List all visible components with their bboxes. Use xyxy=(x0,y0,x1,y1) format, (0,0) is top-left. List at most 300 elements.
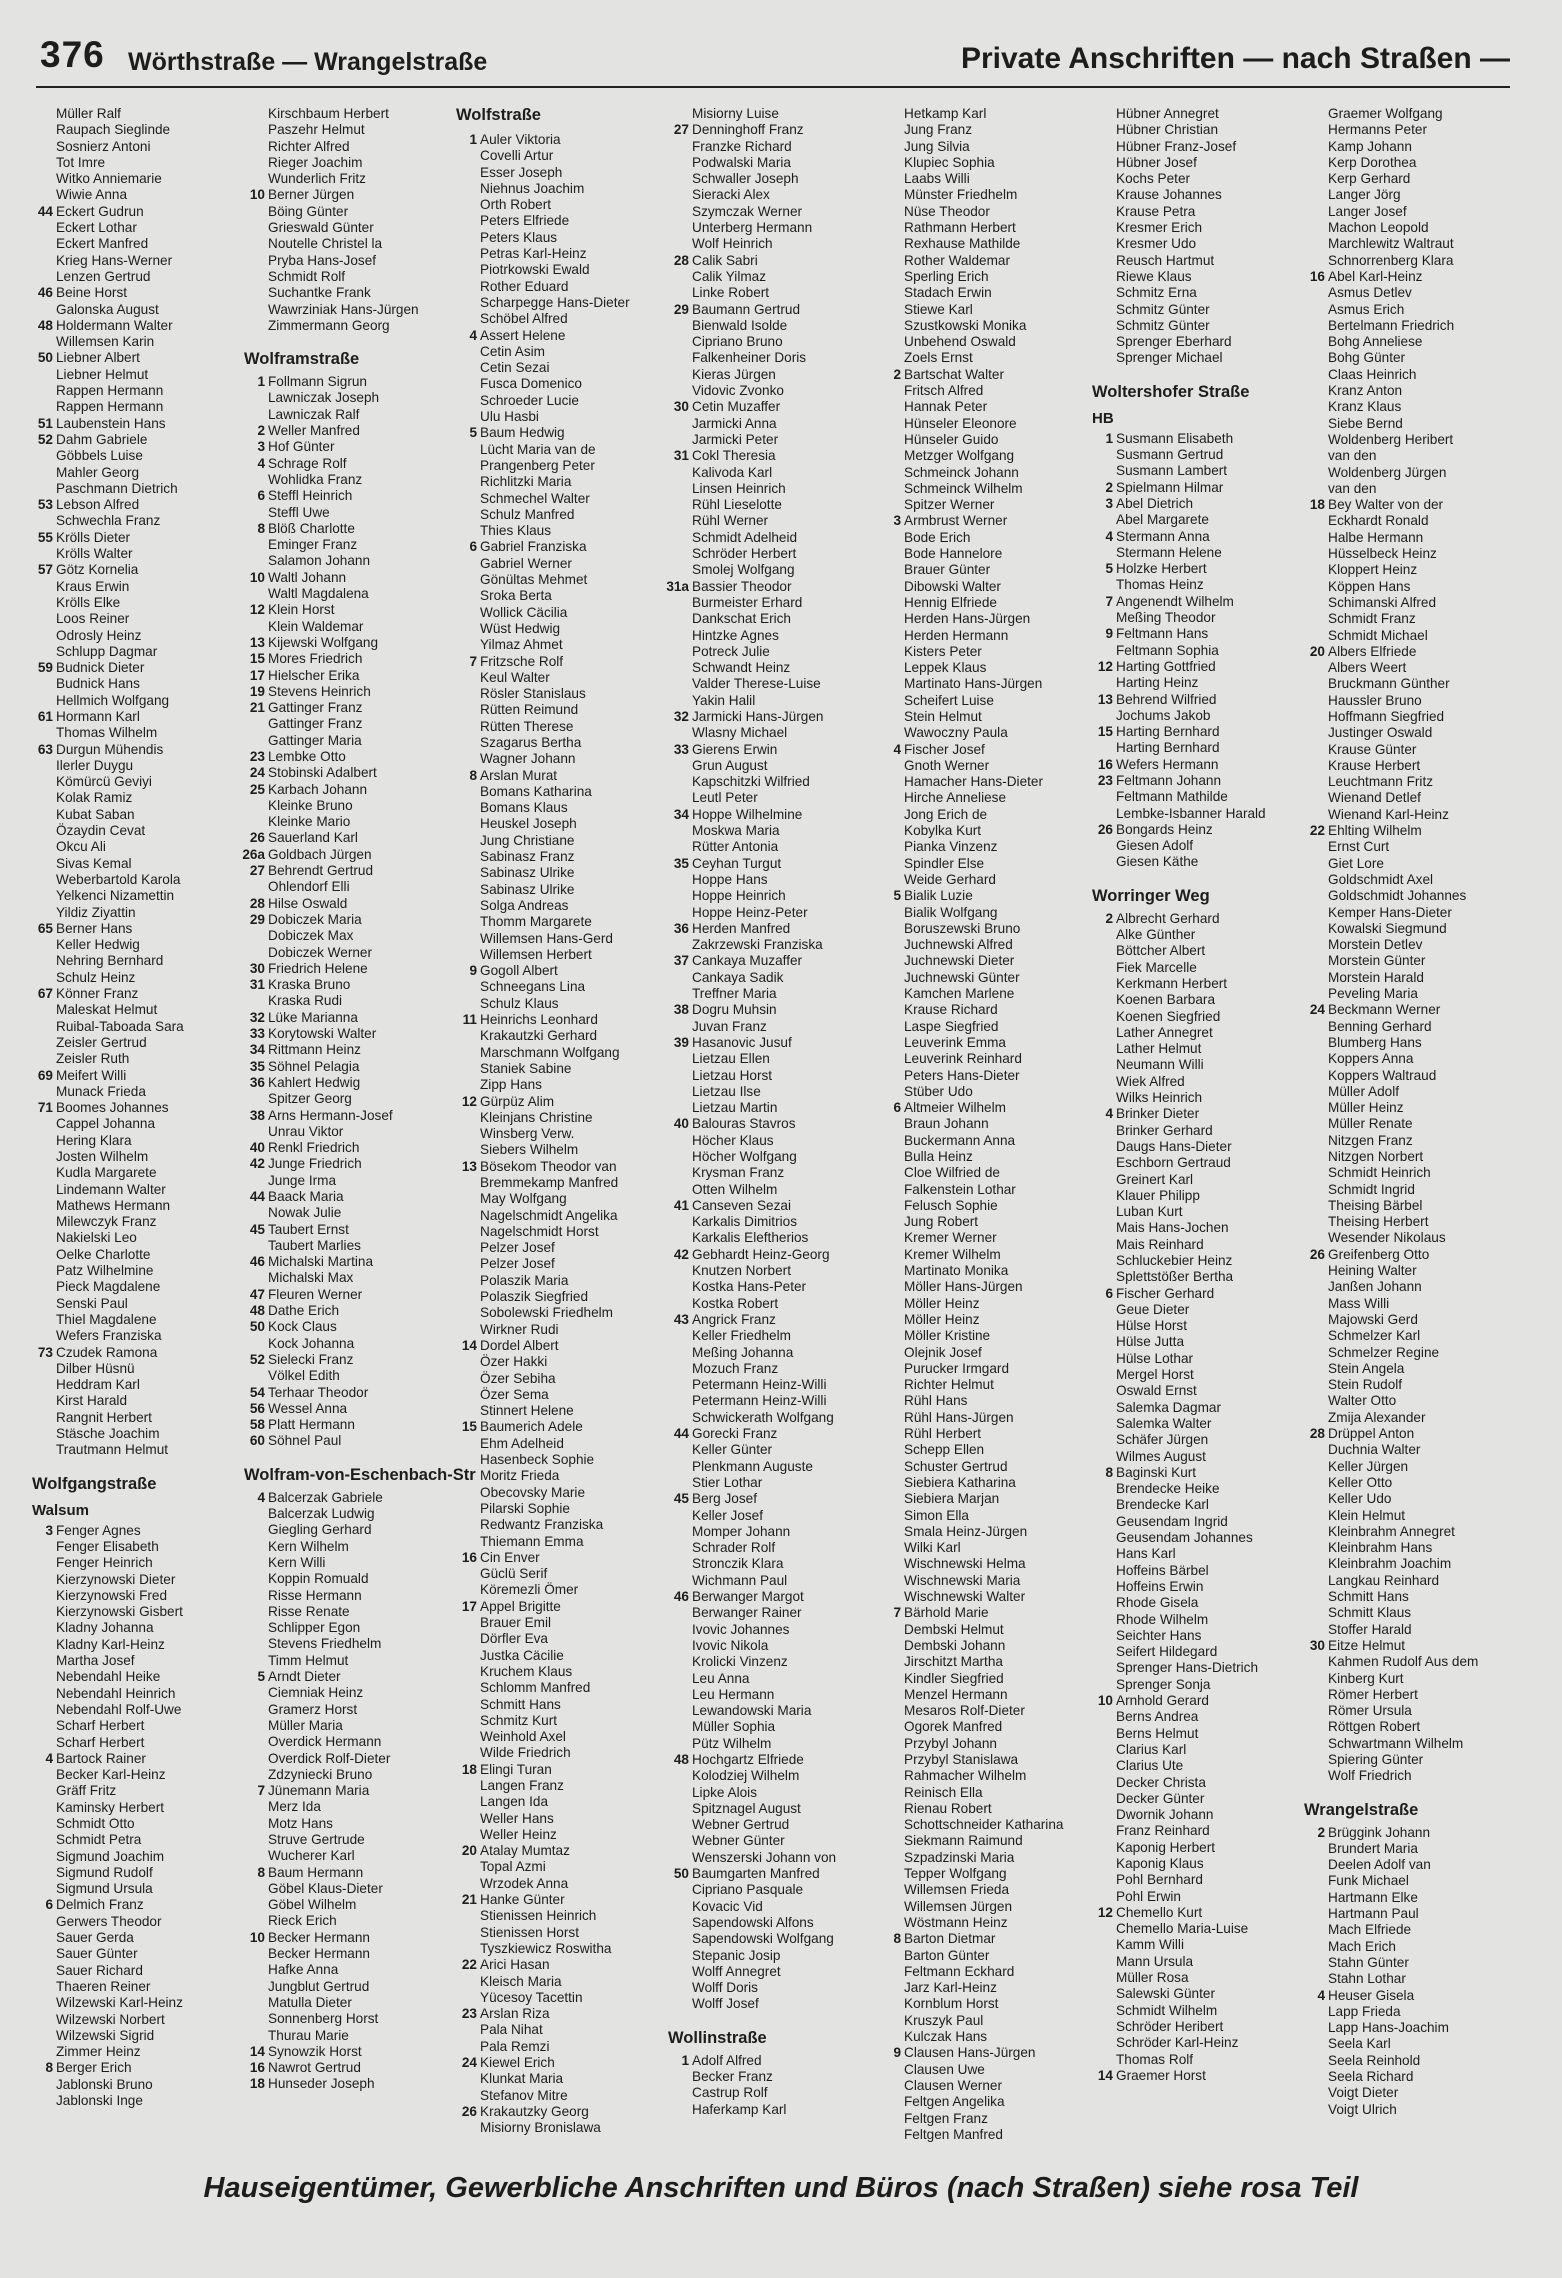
resident-entry xyxy=(26,2093,238,2109)
resident-name: Meifert Willi xyxy=(56,1067,127,1083)
resident-name: Pohl Erwin xyxy=(1116,1888,1181,1904)
resident-entry xyxy=(662,1768,874,1784)
resident-name: Suchantke Frank xyxy=(268,285,371,301)
resident-name: Becker Hermann xyxy=(268,1929,370,1945)
resident-entry xyxy=(1298,1475,1510,1491)
resident-entry xyxy=(450,1012,662,1028)
resident-entry xyxy=(26,1328,238,1344)
resident-name: Gattinger Maria xyxy=(268,732,362,748)
resident-entry xyxy=(1298,236,1510,252)
resident-entry xyxy=(874,1133,1086,1149)
house-number: 23 xyxy=(461,2006,477,2022)
resident-name: Kinberg Kurt xyxy=(1328,1670,1404,1686)
resident-entry xyxy=(1298,383,1510,399)
resident-name: Mach Erich xyxy=(1328,1938,1396,1954)
house-number: 12 xyxy=(1097,658,1113,674)
resident-name: Schmelzer Regine xyxy=(1328,1344,1440,1360)
house-number: 43 xyxy=(673,1311,689,1327)
resident-entry xyxy=(1086,139,1298,155)
resident-name: Gabriel Werner xyxy=(480,555,572,571)
resident-entry xyxy=(26,1849,238,1865)
resident-name: Cankaya Muzaffer xyxy=(692,953,803,969)
house-number: 14 xyxy=(1097,2067,1113,2083)
resident-entry xyxy=(662,1736,874,1752)
resident-name: Karbach Johann xyxy=(268,781,368,797)
resident-entry xyxy=(1298,693,1510,709)
resident-name: Müller Adolf xyxy=(1328,1083,1400,1099)
house-number: 33 xyxy=(249,1026,265,1042)
resident-entry xyxy=(1086,496,1298,512)
resident-name: Leppek Klaus xyxy=(904,660,987,676)
resident-name: Ivovic Johannes xyxy=(692,1621,790,1637)
house-number: 50 xyxy=(249,1319,265,1335)
resident-name: Moskwa Maria xyxy=(692,823,780,839)
resident-entry xyxy=(1086,1889,1298,1905)
resident-entry xyxy=(238,1718,450,1734)
resident-name: Susmann Gertrud xyxy=(1116,447,1224,463)
resident-name: Bartschat Walter xyxy=(904,366,1004,382)
resident-name: Bialik Luzie xyxy=(904,888,973,904)
resident-entry xyxy=(1298,2020,1510,2036)
resident-entry xyxy=(26,595,238,611)
resident-entry xyxy=(662,497,874,513)
resident-name: Wawoczny Paula xyxy=(904,725,1008,741)
resident-name: Albers Elfriede xyxy=(1328,643,1417,659)
resident-name: Krolicki Vinzenz xyxy=(692,1654,788,1670)
house-number: 36 xyxy=(673,920,689,936)
resident-name: Keul Walter xyxy=(480,669,550,685)
resident-name: Lawniczak Ralf xyxy=(268,406,360,422)
resident-name: Ogorek Manfred xyxy=(904,1719,1003,1735)
resident-name: Willemsen Frieda xyxy=(904,1882,1009,1898)
resident-entry xyxy=(450,1191,662,1207)
resident-name: Münster Friedhelm xyxy=(904,187,1018,203)
resident-name: Weller Heinz xyxy=(480,1826,557,1842)
resident-name: Römer Herbert xyxy=(1328,1686,1418,1702)
resident-name: Wessel Anna xyxy=(268,1400,348,1416)
resident-entry xyxy=(1086,1514,1298,1530)
resident-entry xyxy=(450,865,662,881)
resident-name: Sobolewski Friedhelm xyxy=(480,1305,613,1321)
resident-entry xyxy=(662,171,874,187)
resident-entry xyxy=(874,1915,1086,1931)
resident-entry xyxy=(450,1224,662,1240)
resident-entry xyxy=(450,344,662,360)
resident-entry xyxy=(26,1019,238,1035)
house-number: 38 xyxy=(249,1107,265,1123)
resident-name: Kochs Peter xyxy=(1116,171,1191,187)
resident-entry xyxy=(1298,839,1510,855)
resident-entry xyxy=(874,2111,1086,2127)
resident-entry xyxy=(874,611,1086,627)
resident-entry xyxy=(1086,1758,1298,1774)
house-number: 9 xyxy=(893,2045,901,2061)
resident-name: Wolf Friedrich xyxy=(1328,1768,1412,1784)
resident-name: Dörfler Eva xyxy=(480,1631,548,1647)
resident-entry xyxy=(1086,1595,1298,1611)
resident-entry xyxy=(1086,1579,1298,1595)
resident-entry xyxy=(1298,1841,1510,1857)
resident-name: Duchnia Walter xyxy=(1328,1442,1421,1458)
resident-entry xyxy=(662,579,874,595)
house-number: 10 xyxy=(1097,1693,1113,1709)
house-number: 18 xyxy=(249,2076,265,2092)
resident-entry xyxy=(238,977,450,993)
resident-name: Polaszik Siegfried xyxy=(480,1289,589,1305)
house-number: 8 xyxy=(893,1931,901,1947)
resident-entry xyxy=(662,1068,874,1084)
resident-name: Oelke Charlotte xyxy=(56,1246,151,1262)
resident-name: Risse Renate xyxy=(268,1603,350,1619)
resident-entry xyxy=(238,1368,450,1384)
resident-entry xyxy=(238,993,450,1009)
resident-entry xyxy=(238,749,450,765)
house-number: 4 xyxy=(893,741,901,757)
resident-entry xyxy=(1298,676,1510,692)
resident-entry xyxy=(874,350,1086,366)
resident-entry xyxy=(450,1957,662,1973)
resident-name: Lebson Alfred xyxy=(56,497,140,513)
resident-name: Rieck Erich xyxy=(268,1913,337,1929)
resident-name: Beine Horst xyxy=(56,285,128,301)
resident-name: Treffner Maria xyxy=(692,986,777,1002)
resident-name: Arslan Murat xyxy=(480,767,558,783)
house-number: 61 xyxy=(37,708,53,724)
resident-entry xyxy=(662,660,874,676)
resident-entry xyxy=(450,1289,662,1305)
resident-name: Kirschbaum Herbert xyxy=(268,106,389,121)
resident-name: Rappen Hermann xyxy=(56,399,164,415)
resident-name: Schmeinck Johann xyxy=(904,464,1019,480)
resident-entry xyxy=(662,2053,874,2069)
resident-entry xyxy=(450,2022,662,2038)
resident-name: Lapp Hans-Joachim xyxy=(1328,2020,1449,2036)
resident-name: Riewe Klaus xyxy=(1116,268,1192,284)
resident-entry xyxy=(874,530,1086,546)
resident-entry xyxy=(662,888,874,904)
resident-entry xyxy=(238,1653,450,1669)
house-number: 4 xyxy=(45,1750,53,1766)
house-number: 3 xyxy=(1105,495,1113,511)
resident-name: Bassier Theodor xyxy=(692,578,792,594)
house-number: 6 xyxy=(45,1897,53,1913)
resident-entry xyxy=(1086,943,1298,959)
resident-entry xyxy=(450,670,662,686)
resident-entry xyxy=(450,458,662,474)
resident-entry xyxy=(874,1931,1086,1947)
resident-entry xyxy=(1298,1035,1510,1051)
resident-name: Unterberg Hermann xyxy=(692,220,813,236)
resident-entry xyxy=(1298,1736,1510,1752)
resident-name: Hartmann Elke xyxy=(1328,1889,1418,1905)
resident-name: Kranz Klaus xyxy=(1328,399,1402,415)
resident-entry xyxy=(450,1550,662,1566)
resident-entry xyxy=(1086,1090,1298,1106)
house-number: 18 xyxy=(1309,497,1325,513)
house-number: 30 xyxy=(673,399,689,415)
resident-name: Stienissen Horst xyxy=(480,1924,579,1940)
resident-entry xyxy=(874,2062,1086,2078)
resident-name: Hoppe Hans xyxy=(692,871,768,887)
resident-entry xyxy=(26,1751,238,1767)
resident-name: Marchlewitz Waltraut xyxy=(1328,236,1454,252)
resident-name: Tyszkiewicz Roswitha xyxy=(480,1940,612,1956)
resident-name: Pianka Vinzenz xyxy=(904,839,998,855)
resident-name: Simon Ella xyxy=(904,1507,969,1523)
resident-name: Daugs Hans-Dieter xyxy=(1116,1138,1232,1154)
resident-entry xyxy=(1086,2035,1298,2051)
resident-name: Wischnewski Helma xyxy=(904,1556,1026,1572)
resident-entry xyxy=(450,213,662,229)
resident-entry xyxy=(450,279,662,295)
resident-name: Sigmund Joachim xyxy=(56,1848,165,1864)
resident-entry xyxy=(26,1214,238,1230)
resident-entry xyxy=(874,367,1086,383)
house-number: 6 xyxy=(893,1100,901,1116)
resident-name: Kleinke Bruno xyxy=(268,797,353,813)
resident-entry xyxy=(26,709,238,725)
resident-name: Gabriel Franziska xyxy=(480,539,587,555)
resident-entry xyxy=(1298,1955,1510,1971)
resident-entry xyxy=(1086,1497,1298,1513)
resident-entry xyxy=(450,556,662,572)
resident-name: Peters Hans-Dieter xyxy=(904,1067,1020,1083)
resident-name: Armbrust Werner xyxy=(904,513,1008,529)
resident-entry xyxy=(874,106,1086,122)
resident-entry xyxy=(450,262,662,278)
resident-name: Zeisler Gertrud xyxy=(56,1034,147,1050)
resident-name: Bartock Rainer xyxy=(56,1750,146,1766)
resident-name: Angrick Franz xyxy=(692,1311,776,1327)
page-number: 376 xyxy=(40,34,105,75)
house-number: 27 xyxy=(249,863,265,879)
resident-entry xyxy=(450,702,662,718)
resident-name: Richter Alfred xyxy=(268,138,350,154)
resident-name: Greifenberg Otto xyxy=(1328,1246,1430,1262)
resident-entry xyxy=(1298,481,1510,497)
resident-entry xyxy=(450,1322,662,1338)
resident-entry xyxy=(1086,1807,1298,1823)
resident-name: Hübner Annegret xyxy=(1116,106,1219,121)
resident-entry xyxy=(238,1205,450,1221)
resident-entry xyxy=(450,572,662,588)
resident-name: Seifert Hildegard xyxy=(1116,1644,1218,1660)
house-number: 54 xyxy=(249,1384,265,1400)
resident-entry xyxy=(26,1002,238,1018)
resident-entry xyxy=(238,553,450,569)
resident-name: Salewski Günter xyxy=(1116,1986,1215,2002)
resident-entry xyxy=(1086,1726,1298,1742)
resident-name: Schmitt Hans xyxy=(1328,1589,1409,1605)
resident-entry xyxy=(662,1719,874,1735)
resident-entry xyxy=(450,588,662,604)
resident-entry xyxy=(450,360,662,376)
resident-entry xyxy=(874,562,1086,578)
resident-entry xyxy=(662,2069,874,2085)
resident-entry xyxy=(1298,187,1510,203)
resident-name: Rappen Hermann xyxy=(56,383,164,399)
house-number: 44 xyxy=(37,203,53,219)
resident-entry xyxy=(1086,561,1298,577)
resident-name: Könner Franz xyxy=(56,986,139,1002)
resident-entry xyxy=(1086,659,1298,675)
resident-name: Albers Weert xyxy=(1328,660,1407,676)
resident-name: Calik Yilmaz xyxy=(692,268,767,284)
resident-name: Müller Sophia xyxy=(692,1719,776,1735)
resident-name: Loos Reiner xyxy=(56,611,130,627)
resident-entry xyxy=(1086,269,1298,285)
resident-name: Stepanic Josip xyxy=(692,1947,781,1963)
house-number: 5 xyxy=(893,888,901,904)
resident-entry xyxy=(238,1238,450,1254)
resident-name: Clarius Karl xyxy=(1116,1741,1187,1757)
resident-name: Hasanovic Jusuf xyxy=(692,1034,792,1050)
resident-name: Fenger Agnes xyxy=(56,1522,141,1538)
resident-name: Stadach Erwin xyxy=(904,285,992,301)
resident-name: Woldenberg Heribert xyxy=(1328,431,1454,447)
resident-name: Langen Ida xyxy=(480,1794,549,1810)
resident-entry xyxy=(874,1996,1086,2012)
resident-entry xyxy=(1086,106,1298,122)
resident-name: Lather Helmut xyxy=(1116,1041,1202,1057)
resident-entry xyxy=(662,1980,874,1996)
resident-entry xyxy=(662,1948,874,1964)
resident-entry xyxy=(874,1964,1086,1980)
resident-entry xyxy=(450,1452,662,1468)
resident-entry xyxy=(1086,854,1298,870)
resident-entry xyxy=(26,1832,238,1848)
house-number: 39 xyxy=(673,1034,689,1050)
resident-entry xyxy=(238,1140,450,1156)
resident-name: Schulz Klaus xyxy=(480,995,559,1011)
resident-name: Jarmicki Peter xyxy=(692,431,779,447)
resident-entry xyxy=(238,106,450,122)
resident-entry xyxy=(1298,856,1510,872)
resident-name: Spitzer Georg xyxy=(268,1091,352,1107)
resident-name: Schlipper Egon xyxy=(268,1620,361,1636)
resident-name: Kamp Johann xyxy=(1328,138,1412,154)
resident-entry xyxy=(874,1948,1086,1964)
resident-name: Ehm Adelheid xyxy=(480,1435,564,1451)
resident-entry xyxy=(26,334,238,350)
resident-entry xyxy=(26,367,238,383)
resident-name: Castrup Rolf xyxy=(692,2085,768,2101)
resident-name: Balcerzak Ludwig xyxy=(268,1506,375,1522)
resident-name: Theising Bärbel xyxy=(1328,1197,1423,1213)
directory-column xyxy=(1298,106,1510,2146)
house-number: 32 xyxy=(673,708,689,724)
resident-entry xyxy=(1086,1172,1298,1188)
resident-name: Sapendowski Alfons xyxy=(692,1914,814,1930)
resident-entry xyxy=(450,947,662,963)
resident-entry xyxy=(26,2012,238,2028)
resident-entry xyxy=(26,921,238,937)
resident-entry xyxy=(26,774,238,790)
resident-name: Özer Hakki xyxy=(480,1354,548,1370)
resident-name: Wefers Hermann xyxy=(1116,756,1219,772)
resident-entry xyxy=(1298,513,1510,529)
resident-entry xyxy=(874,1850,1086,1866)
house-number: 41 xyxy=(673,1197,689,1213)
resident-name: Juchnewski Günter xyxy=(904,969,1020,985)
resident-name: Ehlting Wilhelm xyxy=(1328,823,1422,839)
resident-entry xyxy=(450,882,662,898)
resident-entry xyxy=(1086,1791,1298,1807)
resident-name: Göbel Klaus-Dieter xyxy=(268,1880,383,1896)
resident-name: Follmann Sigrun xyxy=(268,374,367,390)
resident-name: Kern Willi xyxy=(268,1554,326,1570)
resident-name: Klunkat Maria xyxy=(480,2071,564,2087)
house-number: 2 xyxy=(1105,910,1113,926)
resident-entry xyxy=(1086,1693,1298,1709)
resident-name: Stäsche Joachim xyxy=(56,1426,160,1442)
resident-name: Keller Josef xyxy=(692,1507,764,1523)
resident-name: Müller Heinz xyxy=(1328,1100,1404,1116)
resident-entry xyxy=(662,1149,874,1165)
resident-entry xyxy=(662,937,874,953)
resident-name: Rahmacher Wilhelm xyxy=(904,1768,1027,1784)
resident-entry xyxy=(1298,465,1510,481)
resident-entry xyxy=(1298,758,1510,774)
resident-name: Josten Wilhelm xyxy=(56,1149,149,1164)
resident-name: Ceyhan Turgut xyxy=(692,855,782,871)
resident-name: Wohlidka Franz xyxy=(268,471,363,487)
resident-name: Sabinasz Ulrike xyxy=(480,865,575,881)
house-number: 26a xyxy=(242,846,265,862)
resident-name: Funk Michael xyxy=(1328,1873,1409,1889)
resident-entry xyxy=(1086,1644,1298,1660)
house-number: 7 xyxy=(469,653,477,669)
resident-name: Terhaar Theodor xyxy=(268,1384,369,1400)
resident-entry xyxy=(662,1377,874,1393)
resident-entry xyxy=(662,1573,874,1589)
resident-name: Kulczak Hans xyxy=(904,2029,988,2045)
resident-name: Berger Erich xyxy=(56,2060,132,2076)
resident-name: Kalivoda Karl xyxy=(692,464,773,480)
resident-entry xyxy=(1086,171,1298,187)
house-number: 34 xyxy=(673,806,689,822)
resident-entry xyxy=(1086,1318,1298,1334)
resident-name: Hoffeins Bärbel xyxy=(1116,1562,1209,1578)
resident-entry xyxy=(450,1419,662,1435)
resident-name: Weberbartold Karola xyxy=(56,871,181,887)
resident-name: Nebendahl Heinrich xyxy=(56,1685,176,1701)
house-number: 50 xyxy=(37,350,53,366)
house-number: 16 xyxy=(249,2060,265,2076)
resident-name: Sosnierz Antoni xyxy=(56,138,151,154)
resident-entry xyxy=(26,856,238,872)
resident-entry xyxy=(1086,773,1298,789)
resident-entry xyxy=(874,1051,1086,1067)
house-number: 45 xyxy=(673,1491,689,1507)
resident-entry xyxy=(1298,220,1510,236)
resident-name: Valder Therese-Luise xyxy=(692,676,821,692)
resident-entry xyxy=(238,1173,450,1189)
resident-name: Kladny Karl-Heinz xyxy=(56,1636,165,1652)
resident-name: Haussler Bruno xyxy=(1328,692,1422,708)
resident-entry xyxy=(26,1182,238,1198)
resident-name: Cipriano Pasquale xyxy=(692,1882,804,1898)
resident-name: Spitzer Werner xyxy=(904,497,995,513)
resident-name: Wolff Annegret xyxy=(692,1963,781,1979)
resident-name: Trautmann Helmut xyxy=(56,1442,169,1458)
resident-entry xyxy=(1298,1573,1510,1589)
resident-entry xyxy=(874,399,1086,415)
resident-name: Hünseler Guido xyxy=(904,431,999,447)
resident-entry xyxy=(662,1687,874,1703)
resident-name: Keller Günter xyxy=(692,1442,773,1458)
resident-name: Claas Heinrich xyxy=(1328,366,1417,382)
